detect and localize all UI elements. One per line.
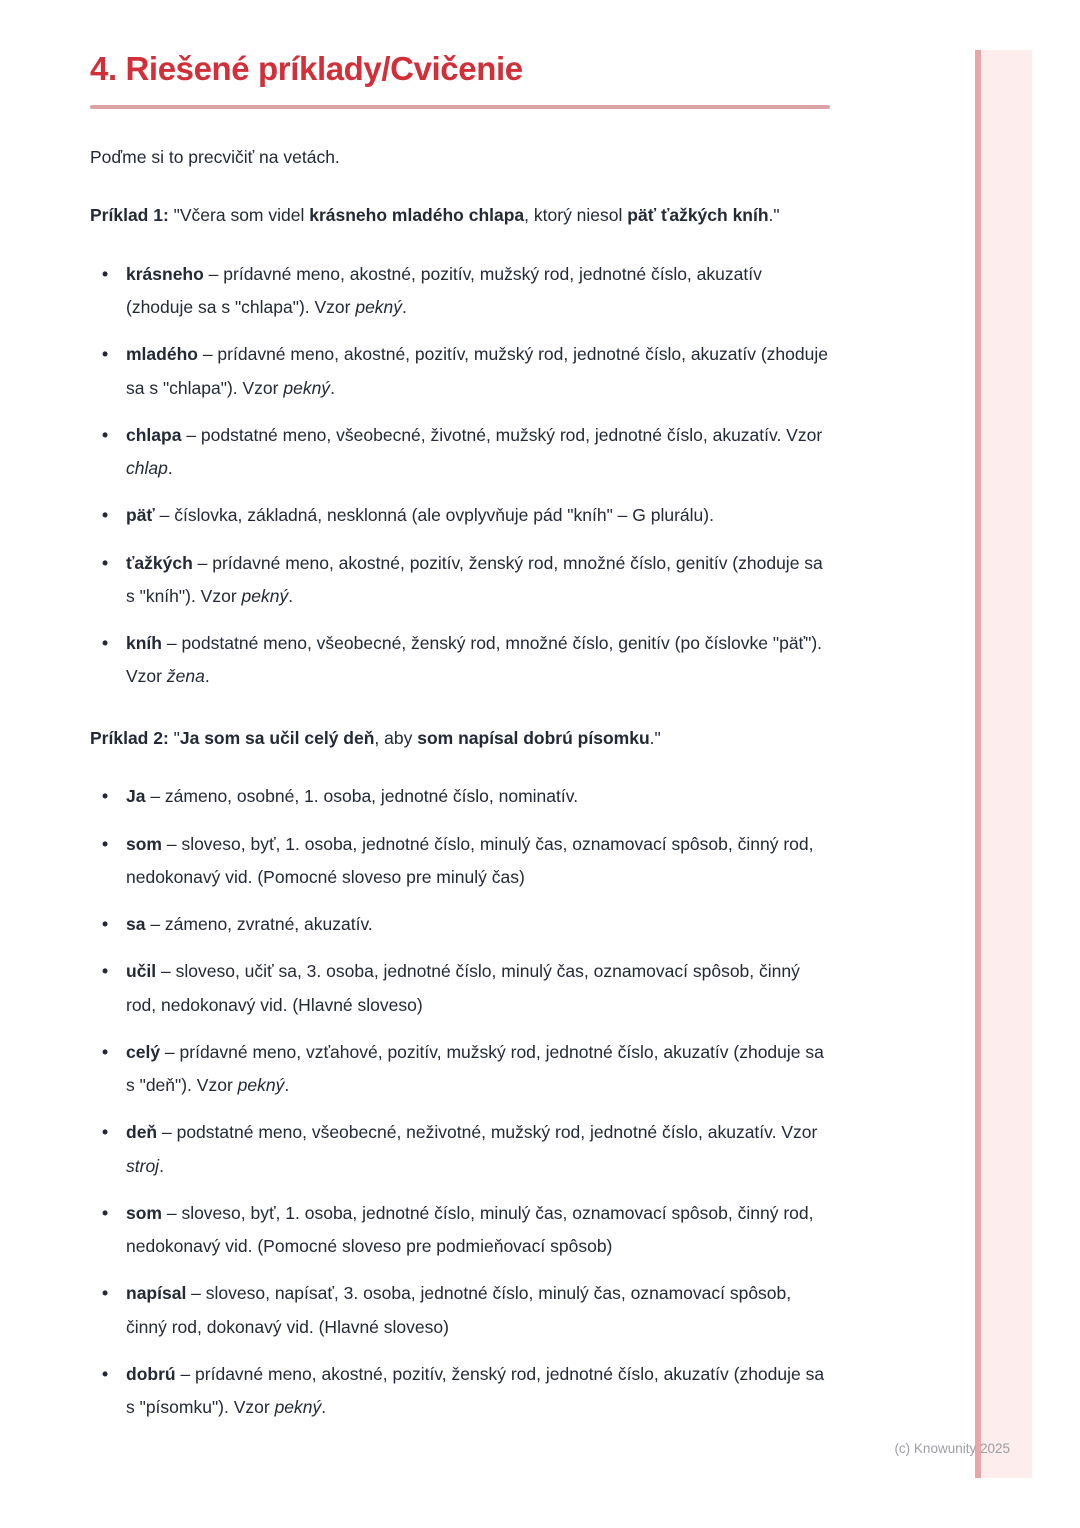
list-item: • ťažkých – prídavné meno, akostné, pozitív, ženský rod, množné číslo, genitív (zhoduje sa s "kníh"). Vzor pekný.: [90, 547, 830, 614]
list-item: • učil – sloveso, učiť sa, 3. osoba, jednotné číslo, minulý čas, oznamovací spôsob, činný rod, nedokonavý vid. (Hlavné sloveso): [90, 955, 830, 1022]
list-item: • sa – zámeno, zvratné, akuzatív.: [90, 908, 830, 941]
list-item: • krásneho – prídavné meno, akostné, pozitív, mužský rod, jednotné číslo, akuzatív (zhoduje sa s "chlapa"). Vzor pekný.: [90, 258, 830, 325]
document-content: [90, 0, 830, 1438]
example2-sentence: Príklad 2: "Ja som sa učil celý deň, aby som napísal dobrú písomku.": [90, 727, 661, 748]
copyright-footer: (c) Knowunity 2025: [894, 1441, 1010, 1456]
list-item: • mladého – prídavné meno, akostné, pozitív, mužský rod, jednotné číslo, akuzatív (zhoduje sa s "chlapa"). Vzor pekný.: [90, 338, 830, 405]
intro-text: Poďme si to precvičiť na vetách.: [90, 147, 340, 167]
list-item: • celý – prídavné meno, vzťahové, pozitív, mužský rod, jednotné číslo, akuzatív (zhoduje sa s "deň"). Vzor pekný.: [90, 1036, 830, 1103]
list-item: • päť – číslovka, základná, nesklonná (ale ovplyvňuje pád "kníh" – G plurálu).: [90, 499, 830, 532]
list-item: • chlapa – podstatné meno, všeobecné, životné, mužský rod, jednotné číslo, akuzatív. Vzor chlap.: [90, 419, 830, 486]
list-item: • kníh – podstatné meno, všeobecné, ženský rod, množné číslo, genitív (po číslovke "päť"). Vzor žena.: [90, 627, 830, 694]
page-title: 4. Riešené príklady/Cvičenie: [90, 50, 523, 87]
list-item: • som – sloveso, byť, 1. osoba, jednotné číslo, minulý čas, oznamovací spôsob, činný rod, nedokonavý vid. (Pomocné sloveso pre podmieňovací spôsob): [90, 1197, 830, 1264]
list-item: • dobrú – prídavné meno, akostné, pozitív, ženský rod, jednotné číslo, akuzatív (zhoduje sa s "písomku"). Vzor pekný.: [90, 1358, 830, 1425]
example1-sentence: Príklad 1: "Včera som videl krásneho mladého chlapa, ktorý niesol päť ťažkých kníh.": [90, 205, 780, 225]
list-item: • deň – podstatné meno, všeobecné, neživotné, mužský rod, jednotné číslo, akuzatív. Vzor stroj.: [90, 1116, 830, 1183]
list-item: • Ja – zámeno, osobné, 1. osoba, jednotné číslo, nominatív.: [90, 780, 830, 813]
title-underline: [90, 105, 830, 109]
example2-analysis-list: [90, 780, 830, 1424]
list-item: • napísal – sloveso, napísať, 3. osoba, jednotné číslo, minulý čas, oznamovací spôsob, činný rod, dokonavý vid. (Hlavné sloveso): [90, 1277, 830, 1344]
list-item: • som – sloveso, byť, 1. osoba, jednotné číslo, minulý čas, oznamovací spôsob, činný rod, nedokonavý vid. (Pomocné sloveso pre minulý čas): [90, 828, 830, 895]
example1-analysis-list: [90, 258, 830, 694]
page-edge-decoration: [975, 50, 1032, 1478]
